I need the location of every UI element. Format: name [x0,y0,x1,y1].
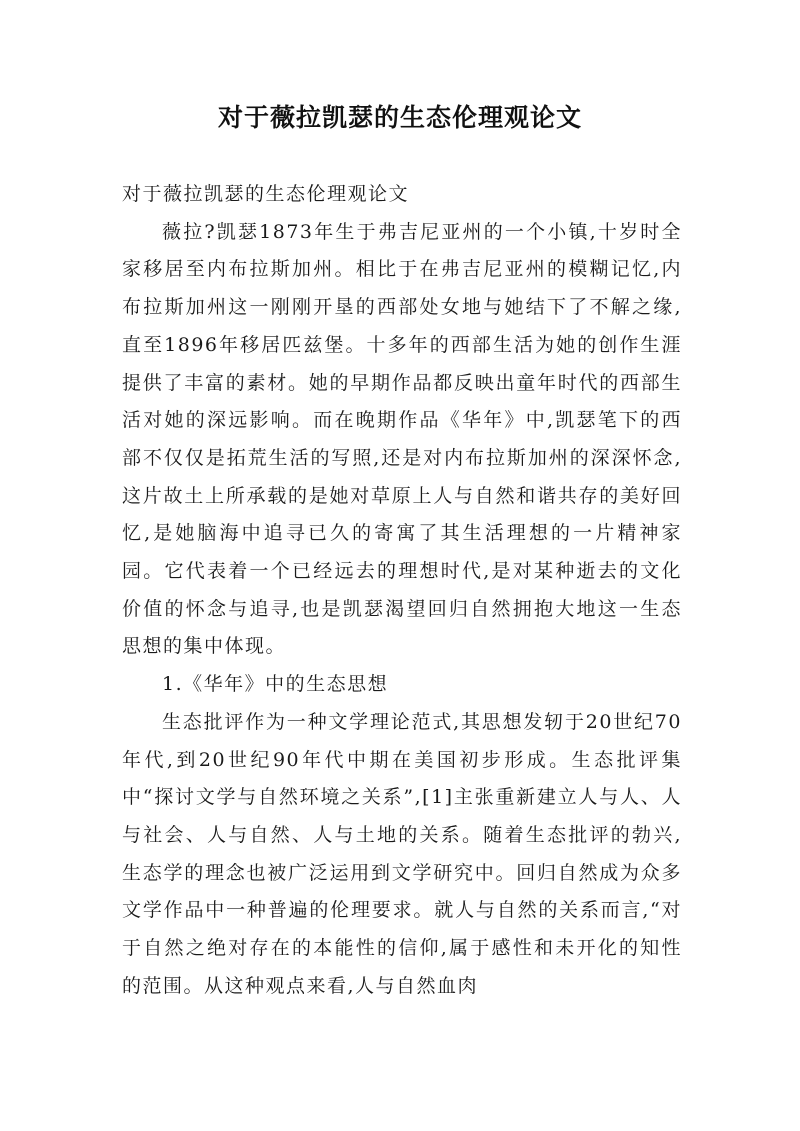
document-body [122,176,682,1005]
document-subtitle: 对于薇拉凯瑟的生态伦理观论文 [122,183,410,205]
body-paragraph-ecocriticism: 生态批评作为一种文学理论范式,其思想发轫于20世纪70年代,到20世纪90年代中期在美国初步形成。生态批评集中“探讨文学与自然环境之关系”,[1]主张重新建立人与人、人与社会、人与自然、人与土地的关系。随着生态批评的勃兴,生态学的理念也被广泛运用到文学研究中。回归自然成为众多文学作品中一种普遍的伦理要求。就人与自然的关系而言,“对于自然之绝对存在的本能性的信仰,属于感性和未开化的知性的范围。从这种观点来看,人与自然血肉 [122,710,682,997]
body-paragraph-intro: 薇拉?凯瑟1873年生于弗吉尼亚州的一个小镇,十岁时全家移居至内布拉斯加州。相比于在弗吉尼亚州的模糊记忆,内布拉斯加州这一刚刚开垦的西部处女地与她结下了不解之缘,直至1896年移居匹兹堡。十多年的西部生活为她的创作生涯提供了丰富的素材。她的早期作品都反映出童年时代的西部生活对她的深远影响。而在晚期作品《华年》中,凯瑟笔下的西部不仅仅是拓荒生活的写照,还是对内布拉斯加州的深深怀念,这片故土上所承载的是她对草原上人与自然和谐共存的美好回忆,是她脑海中追寻已久的寄寓了其生活理想的一片精神家园。它代表着一个已经远去的理想时代,是对某种逝去的文化价值的怀念与追寻,也是凯瑟渴望回归自然拥抱大地这一生态思想的集中体现。 [122,220,682,658]
document-title: 对于薇拉凯瑟的生态伦理观论文 [217,103,582,132]
section-heading: 1.《华年》中的生态思想 [162,673,389,696]
